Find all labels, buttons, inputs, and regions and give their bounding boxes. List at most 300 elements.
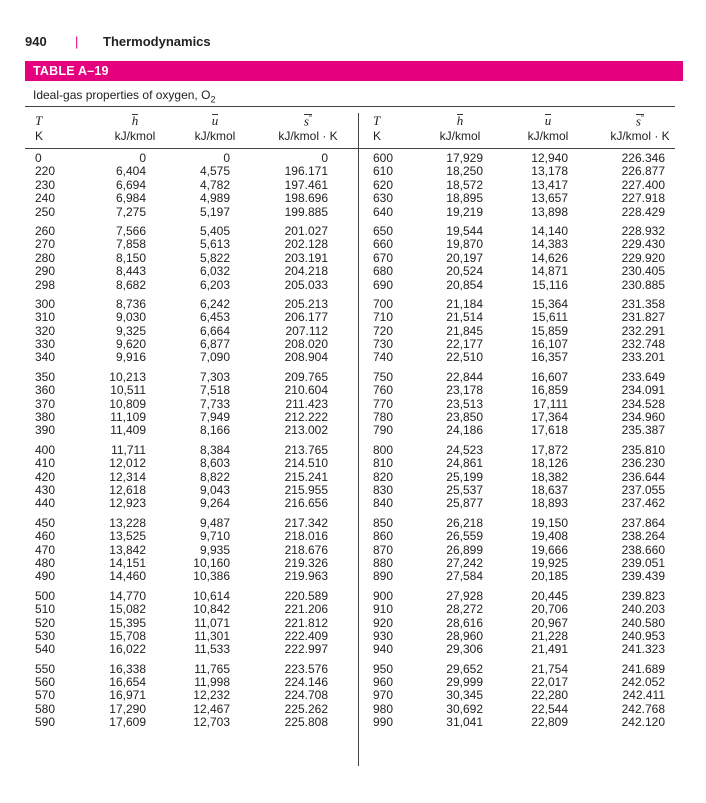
table-cell: 280: [35, 250, 56, 265]
table-cell: 6,032: [199, 264, 230, 279]
row-group: [35, 225, 75, 292]
table-cell: 790: [373, 423, 394, 438]
table-cell: 21,514: [446, 310, 483, 325]
table-cell: 17,364: [531, 410, 568, 425]
table-cell: 220.589: [284, 588, 328, 603]
header-s-left: [268, 113, 348, 143]
header-u-left: [180, 113, 250, 143]
table-cell: 8,166: [199, 423, 230, 438]
table-cell: 29,999: [446, 675, 483, 690]
row-group: [603, 371, 665, 438]
table-cell: 670: [373, 250, 394, 265]
table-cell: 9,043: [199, 482, 230, 497]
T-symbol: T: [35, 113, 43, 128]
row-group: [425, 444, 483, 511]
column-T-left: [35, 152, 75, 736]
table-cell: 4,989: [199, 191, 230, 206]
table-cell: 232.291: [621, 323, 665, 338]
table-cell: 420: [35, 469, 56, 484]
table-cell: 10,386: [193, 569, 230, 584]
table-cell: 219.326: [284, 555, 328, 570]
table-cell: 218.016: [284, 529, 328, 544]
table-cell: 234.960: [621, 410, 665, 425]
row-group: [373, 663, 413, 730]
table-cell: 340: [35, 350, 56, 365]
table-cell: 31,041: [446, 715, 483, 730]
row-group: [172, 225, 230, 292]
table-cell: 221.206: [284, 602, 328, 617]
s-unit: kJ/kmol · K: [278, 129, 338, 144]
table-cell: 222.409: [284, 628, 328, 643]
column-T-right: [373, 152, 413, 736]
row-group: [425, 590, 483, 657]
table-cell: 6,877: [199, 337, 230, 352]
table-cell: 7,303: [199, 369, 230, 384]
table-cell: 17,111: [533, 396, 568, 411]
row-group: [425, 371, 483, 438]
table-cell: 242.411: [622, 688, 665, 703]
table-cell: 239.051: [621, 555, 665, 570]
table-cell: 7,949: [199, 410, 230, 425]
row-group: [510, 152, 568, 219]
table-cell: 13,178: [531, 164, 568, 179]
table-cell: 860: [373, 529, 394, 544]
row-group: [266, 298, 328, 365]
table-cell: 920: [373, 615, 394, 630]
table-cell: 460: [35, 529, 56, 544]
table-cell: 18,250: [446, 164, 483, 179]
table-cell: 7,858: [115, 237, 146, 252]
table-cell: 8,443: [115, 264, 146, 279]
T-symbol: T: [373, 113, 381, 128]
table-cell: 13,898: [531, 204, 568, 219]
row-group: [373, 298, 413, 365]
table-cell: 12,703: [193, 715, 230, 730]
header-h-right: [425, 113, 495, 143]
table-cell: 360: [35, 383, 56, 398]
table-cell: 13,417: [531, 177, 568, 192]
table-cell: 214.510: [284, 456, 328, 471]
table-cell: 700: [373, 296, 394, 311]
row-group: [35, 517, 75, 584]
page-header: [25, 34, 211, 49]
table-cell: 9,325: [115, 323, 146, 338]
table-cell: 16,971: [109, 688, 146, 703]
table-cell: 380: [35, 410, 56, 425]
column-s-left: [266, 152, 328, 736]
table-cell: 830: [373, 482, 394, 497]
table-cell: 400: [35, 442, 56, 457]
table-cell: 390: [35, 423, 56, 438]
row-group: [266, 444, 328, 511]
table-cell: 11,409: [110, 423, 146, 438]
table-cell: 239.439: [621, 569, 665, 584]
table-cell: 18,382: [531, 469, 568, 484]
row-group: [425, 663, 483, 730]
table-cell: 5,822: [199, 250, 230, 265]
table-cell: 4,782: [199, 177, 230, 192]
table-cell: 850: [373, 515, 394, 530]
row-group: [88, 590, 146, 657]
table-cell: 6,694: [115, 177, 146, 192]
table-cell: 9,487: [199, 515, 230, 530]
table-cell: 720: [373, 323, 394, 338]
row-group: [425, 517, 483, 584]
table-cell: 22,544: [531, 701, 568, 716]
table-cell: 570: [35, 688, 56, 703]
table-cell: 229.430: [621, 237, 665, 252]
table-label-bar: [25, 61, 683, 81]
table-cell: 233.201: [621, 350, 665, 365]
row-group: [266, 663, 328, 730]
table-cell: 250: [35, 204, 56, 219]
table-cell: 221.812: [284, 615, 328, 630]
table-cell: 780: [373, 410, 394, 425]
table-cell: 12,314: [109, 469, 146, 484]
table-cell: 219.963: [284, 569, 328, 584]
table-cell: 10,842: [193, 602, 230, 617]
row-group: [373, 517, 413, 584]
table-cell: 11,533: [194, 642, 230, 657]
table-cell: 370: [35, 396, 56, 411]
table-cell: 900: [373, 588, 394, 603]
column-divider: [358, 113, 359, 766]
table-cell: 17,929: [446, 151, 483, 165]
row-group: [603, 590, 665, 657]
table-cell: 212.222: [284, 410, 328, 425]
caption-subscript: 2: [210, 94, 216, 105]
row-group: [425, 225, 483, 292]
column-u-left: [172, 152, 230, 736]
row-group: [373, 590, 413, 657]
table-cell: 9,935: [199, 542, 230, 557]
table-cell: 22,809: [531, 715, 568, 730]
s-bar-symbol: s°: [303, 113, 313, 129]
table-cell: 12,232: [193, 688, 230, 703]
table-cell: 16,607: [531, 369, 568, 384]
table-cell: 25,877: [446, 496, 483, 511]
table-cell: 970: [373, 688, 394, 703]
row-group: [510, 298, 568, 365]
table-cell: 7,733: [199, 396, 230, 411]
table-cell: 207.112: [285, 323, 328, 338]
table-cell: 8,682: [115, 277, 146, 292]
row-group: [266, 371, 328, 438]
table-cell: 980: [373, 701, 394, 716]
table-cell: 410: [35, 456, 56, 471]
table-cell: 9,264: [199, 496, 230, 511]
table-cell: 0: [139, 151, 146, 165]
table-cell: 10,809: [109, 396, 146, 411]
table-cell: 7,518: [199, 383, 230, 398]
table-cell: 430: [35, 482, 56, 497]
table-cell: 241.689: [621, 661, 665, 676]
row-group: [172, 298, 230, 365]
table-cell: 225.262: [284, 701, 328, 716]
table-cell: 242.768: [621, 701, 665, 716]
row-group: [172, 517, 230, 584]
table-cell: 213.002: [284, 423, 328, 438]
table-cell: 0: [321, 151, 328, 165]
table-cell: 236.230: [621, 456, 665, 471]
table-cell: 530: [35, 628, 56, 643]
table-cell: 226.346: [621, 151, 665, 165]
header-T-left: [35, 113, 43, 143]
row-group: [88, 225, 146, 292]
table-cell: 16,338: [109, 661, 146, 676]
table-cell: 28,616: [446, 615, 483, 630]
table-cell: 27,584: [446, 569, 483, 584]
table-cell: 9,916: [115, 350, 146, 365]
table-cell: 234.528: [621, 396, 665, 411]
table-cell: 290: [35, 264, 56, 279]
h-unit: kJ/kmol: [439, 129, 481, 143]
row-group: [425, 152, 483, 219]
table-cell: 930: [373, 628, 394, 643]
table-cell: 9,030: [115, 310, 146, 325]
table-cell: 690: [373, 277, 394, 292]
table-cell: 20,197: [446, 250, 483, 265]
table-cell: 12,618: [109, 482, 146, 497]
table-cell: 22,177: [446, 337, 483, 352]
row-group: [603, 663, 665, 730]
header-rule: [25, 148, 675, 149]
table-cell: 229.920: [621, 250, 665, 265]
table-cell: 10,614: [193, 588, 230, 603]
table-cell: 208.020: [284, 337, 328, 352]
table-cell: 15,708: [109, 628, 146, 643]
table-cell: 234.091: [621, 383, 665, 398]
column-s-right: [603, 152, 665, 736]
table-cell: 233.649: [621, 369, 665, 384]
table-cell: 24,523: [446, 442, 483, 457]
row-group: [88, 663, 146, 730]
row-group: [373, 152, 413, 219]
table-cell: 24,186: [446, 423, 483, 438]
table-cell: 18,572: [446, 177, 483, 192]
table-cell: 11,109: [110, 410, 146, 425]
table-cell: 230.405: [621, 264, 665, 279]
h-bar-symbol: h: [131, 113, 139, 128]
table-cell: 480: [35, 555, 56, 570]
table-cell: 16,357: [531, 350, 568, 365]
table-cell: 242.052: [621, 675, 665, 690]
table-cell: 10,213: [109, 369, 146, 384]
table-cell: 228.932: [621, 223, 665, 238]
table-cell: 320: [35, 323, 56, 338]
table-cell: 260: [35, 223, 56, 238]
table-cell: 9,620: [115, 337, 146, 352]
h-bar-symbol: h: [456, 113, 464, 128]
table-cell: 225.808: [284, 715, 328, 730]
table-caption: [33, 88, 215, 104]
table-cell: 470: [35, 542, 56, 557]
table-cell: 24,861: [446, 456, 483, 471]
table-cell: 220: [35, 164, 56, 179]
table-cell: 26,899: [446, 542, 483, 557]
table-cell: 540: [35, 642, 56, 657]
table-cell: 8,150: [115, 250, 146, 265]
table-cell: 237.462: [621, 496, 665, 511]
table-cell: 222.997: [284, 642, 328, 657]
table-cell: 6,453: [199, 310, 230, 325]
caption-text: Ideal-gas properties of oxygen, O: [33, 88, 211, 102]
table-cell: 29,652: [446, 661, 483, 676]
table-cell: 196.171: [284, 164, 328, 179]
u-unit: kJ/kmol: [194, 129, 236, 143]
table-cell: 7,275: [115, 204, 146, 219]
table-cell: 29,306: [446, 642, 483, 657]
table-cell: 227.400: [621, 177, 665, 192]
header-s-right: [600, 113, 680, 143]
table-cell: 19,219: [446, 204, 483, 219]
table-cell: 201.027: [284, 223, 328, 238]
table-cell: 240.203: [621, 602, 665, 617]
row-group: [425, 298, 483, 365]
table-cell: 500: [35, 588, 56, 603]
row-group: [510, 444, 568, 511]
table-cell: 215.955: [284, 482, 328, 497]
table-cell: 198.696: [284, 191, 328, 206]
table-cell: 20,445: [531, 588, 568, 603]
table-cell: 11,765: [194, 661, 230, 676]
table-cell: 660: [373, 237, 394, 252]
table-cell: 30,345: [446, 688, 483, 703]
table-cell: 8,736: [115, 296, 146, 311]
table-cell: 6,984: [115, 191, 146, 206]
row-group: [35, 371, 75, 438]
table-cell: 231.827: [621, 310, 665, 325]
row-group: [266, 590, 328, 657]
table-cell: 11,711: [111, 442, 146, 457]
table-cell: 235.387: [621, 423, 665, 438]
table-cell: 19,150: [531, 515, 568, 530]
table-cell: 240.953: [621, 628, 665, 643]
table-cell: 298: [35, 277, 56, 292]
table-cell: 820: [373, 469, 394, 484]
table-cell: 16,107: [531, 337, 568, 352]
table-cell: 6,242: [199, 296, 230, 311]
table-cell: 730: [373, 337, 394, 352]
table-cell: 238.264: [621, 529, 665, 544]
table-cell: 810: [373, 456, 394, 471]
table-cell: 15,611: [532, 310, 568, 325]
table-cell: 21,845: [446, 323, 483, 338]
table-cell: 870: [373, 542, 394, 557]
table-cell: 770: [373, 396, 394, 411]
table-cell: 15,082: [109, 602, 146, 617]
table-cell: 890: [373, 569, 394, 584]
table-cell: 20,967: [531, 615, 568, 630]
table-cell: 17,609: [109, 715, 146, 730]
table-cell: 30,692: [446, 701, 483, 716]
table-cell: 610: [373, 164, 394, 179]
table-cell: 19,870: [446, 237, 483, 252]
table-cell: 216.656: [284, 496, 328, 511]
table-cell: 680: [373, 264, 394, 279]
table-cell: 19,408: [531, 529, 568, 544]
table-cell: 241.323: [621, 642, 665, 657]
table-cell: 12,012: [109, 456, 146, 471]
table-cell: 205.213: [284, 296, 328, 311]
table-cell: 20,706: [531, 602, 568, 617]
table-cell: 237.864: [621, 515, 665, 530]
table-cell: 236.644: [621, 469, 665, 484]
table-cell: 16,859: [531, 383, 568, 398]
table-cell: 22,844: [446, 369, 483, 384]
table-cell: 23,850: [446, 410, 483, 425]
table-cell: 510: [35, 602, 56, 617]
table-cell: 330: [35, 337, 56, 352]
table-cell: 990: [373, 715, 394, 730]
table-cell: 21,228: [531, 628, 568, 643]
table-cell: 18,895: [446, 191, 483, 206]
row-group: [88, 152, 146, 219]
table-cell: 270: [35, 237, 56, 252]
row-group: [35, 663, 75, 730]
table-cell: 350: [35, 369, 56, 384]
row-group: [603, 225, 665, 292]
s-unit: kJ/kmol · K: [610, 129, 670, 144]
table-cell: 13,228: [109, 515, 146, 530]
table-cell: 21,754: [531, 661, 568, 676]
row-group: [172, 371, 230, 438]
column-h-right: [425, 152, 483, 736]
table-cell: 235.810: [621, 442, 665, 457]
row-group: [510, 517, 568, 584]
table-label: TABLE A–19: [33, 64, 109, 78]
table-cell: 240.580: [621, 615, 665, 630]
table-cell: 550: [35, 661, 56, 676]
table-cell: 28,272: [446, 602, 483, 617]
row-group: [35, 590, 75, 657]
table-cell: 490: [35, 569, 56, 584]
table-cell: 20,524: [446, 264, 483, 279]
table-cell: 10,160: [193, 555, 230, 570]
table-cell: 242.120: [621, 715, 665, 730]
row-group: [603, 298, 665, 365]
row-group: [172, 444, 230, 511]
table-cell: 750: [373, 369, 394, 384]
table-cell: 840: [373, 496, 394, 511]
table-cell: 5,197: [199, 204, 230, 219]
T-unit: K: [35, 129, 44, 143]
table-cell: 9,710: [199, 529, 230, 544]
table-cell: 15,395: [109, 615, 146, 630]
table-cell: 224.708: [284, 688, 328, 703]
row-group: [510, 225, 568, 292]
row-group: [88, 298, 146, 365]
table-cell: 520: [35, 615, 56, 630]
table-cell: 240: [35, 191, 56, 206]
table-cell: 950: [373, 661, 394, 676]
row-group: [266, 225, 328, 292]
table-cell: 231.358: [621, 296, 665, 311]
table-cell: 230: [35, 177, 56, 192]
table-cell: 740: [373, 350, 394, 365]
table-cell: 17,872: [531, 442, 568, 457]
table-cell: 15,364: [531, 296, 568, 311]
table-cell: 239.823: [621, 588, 665, 603]
table-cell: 228.429: [621, 204, 665, 219]
row-group: [266, 517, 328, 584]
table-cell: 205.033: [284, 277, 328, 292]
table-cell: 15,859: [531, 323, 568, 338]
table-cell: 14,151: [109, 555, 146, 570]
table-cell: 590: [35, 715, 56, 730]
table-cell: 22,280: [531, 688, 568, 703]
table-cell: 203.191: [284, 250, 328, 265]
